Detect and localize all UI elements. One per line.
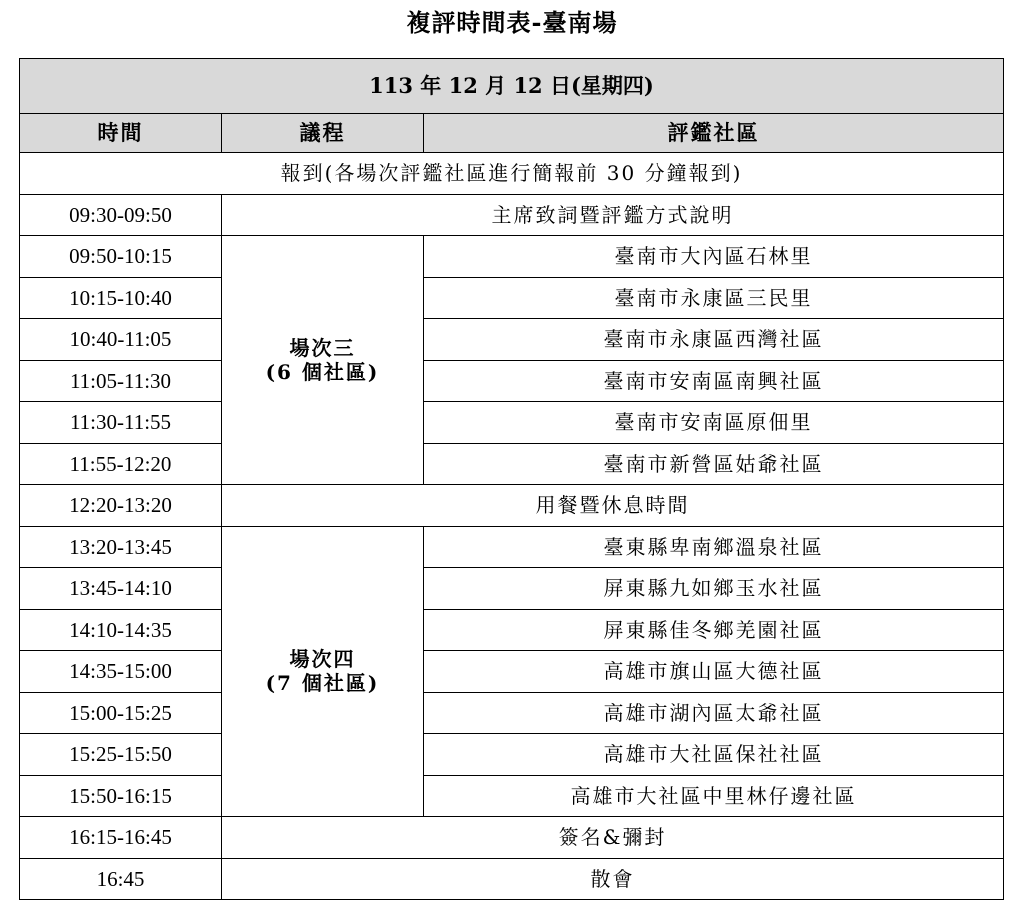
time-cell: 12:20-13:20 — [20, 485, 222, 527]
time-cell: 13:20-13:45 — [20, 526, 222, 568]
opening-cell: 主席致詞暨評鑑方式說明 — [222, 194, 1004, 236]
table-row — [20, 526, 1004, 568]
page-title: 複評時間表-臺南場 — [406, 8, 618, 37]
time-cell: 11:05-11:30 — [20, 360, 222, 402]
header-community: 評鑑社區 — [424, 114, 1004, 153]
checkin-cell: 報到(各場次評鑑社區進行簡報前 30 分鐘報到) — [20, 153, 1004, 195]
signing-row — [20, 817, 1004, 859]
community-cell: 臺南市新營區姑爺社區 — [424, 443, 1004, 485]
time-cell: 15:50-16:15 — [20, 775, 222, 817]
session-count: (7 個社區) — [265, 671, 380, 696]
session-count: (6 個社區) — [265, 360, 380, 384]
time-cell: 16:15-16:45 — [20, 817, 222, 859]
opening-row — [20, 194, 1004, 236]
community-cell: 屏東縣佳冬鄉羌園社區 — [424, 609, 1004, 651]
date-row — [20, 59, 1004, 114]
checkin-row — [20, 153, 1004, 195]
table-row — [20, 277, 1004, 319]
table-row — [20, 692, 1004, 734]
header-agenda: 議程 — [222, 114, 424, 153]
community-cell: 高雄市旗山區大德社區 — [424, 651, 1004, 693]
session-name: 場次三 — [289, 336, 356, 360]
header-time: 時間 — [20, 114, 222, 153]
session-three-cell — [222, 236, 424, 485]
table-row — [20, 443, 1004, 485]
table-row — [20, 775, 1004, 817]
community-cell: 屏東縣九如鄉玉水社區 — [424, 568, 1004, 610]
community-cell: 臺南市安南區原佃里 — [424, 402, 1004, 444]
time-cell: 15:00-15:25 — [20, 692, 222, 734]
lunch-cell: 用餐暨休息時間 — [222, 485, 1004, 527]
time-cell: 14:10-14:35 — [20, 609, 222, 651]
community-cell: 高雄市湖內區太爺社區 — [424, 692, 1004, 734]
time-cell: 13:45-14:10 — [20, 568, 222, 610]
header-row — [20, 114, 1004, 153]
table-row — [20, 568, 1004, 610]
time-cell: 10:15-10:40 — [20, 277, 222, 319]
table-row — [20, 236, 1004, 278]
lunch-row — [20, 485, 1004, 527]
session-name: 場次四 — [289, 647, 356, 672]
time-cell: 10:40-11:05 — [20, 319, 222, 361]
time-cell: 11:55-12:20 — [20, 443, 222, 485]
time-cell: 16:45 — [20, 858, 222, 900]
date-cell: 113 年 12 月 12 日(星期四) — [20, 59, 1004, 114]
community-cell: 高雄市大社區中里林仔邊社區 — [424, 775, 1004, 817]
community-cell: 臺南市永康區西灣社區 — [424, 319, 1004, 361]
table-row — [20, 609, 1004, 651]
community-cell: 臺南市大內區石林里 — [424, 236, 1004, 278]
community-cell: 臺南市永康區三民里 — [424, 277, 1004, 319]
time-cell: 09:50-10:15 — [20, 236, 222, 278]
closing-cell: 散會 — [222, 858, 1004, 900]
time-cell: 15:25-15:50 — [20, 734, 222, 776]
table-row — [20, 360, 1004, 402]
community-cell: 臺南市安南區南興社區 — [424, 360, 1004, 402]
community-cell: 高雄市大社區保社社區 — [424, 734, 1004, 776]
table-row — [20, 319, 1004, 361]
table-row — [20, 651, 1004, 693]
table-row — [20, 402, 1004, 444]
time-cell: 14:35-15:00 — [20, 651, 222, 693]
table-row — [20, 734, 1004, 776]
session-four-cell — [222, 526, 424, 817]
closing-row — [20, 858, 1004, 900]
time-cell: 11:30-11:55 — [20, 402, 222, 444]
time-cell: 09:30-09:50 — [20, 194, 222, 236]
schedule-table — [19, 58, 1004, 900]
signing-cell: 簽名&彌封 — [222, 817, 1004, 859]
community-cell: 臺東縣卑南鄉溫泉社區 — [424, 526, 1004, 568]
